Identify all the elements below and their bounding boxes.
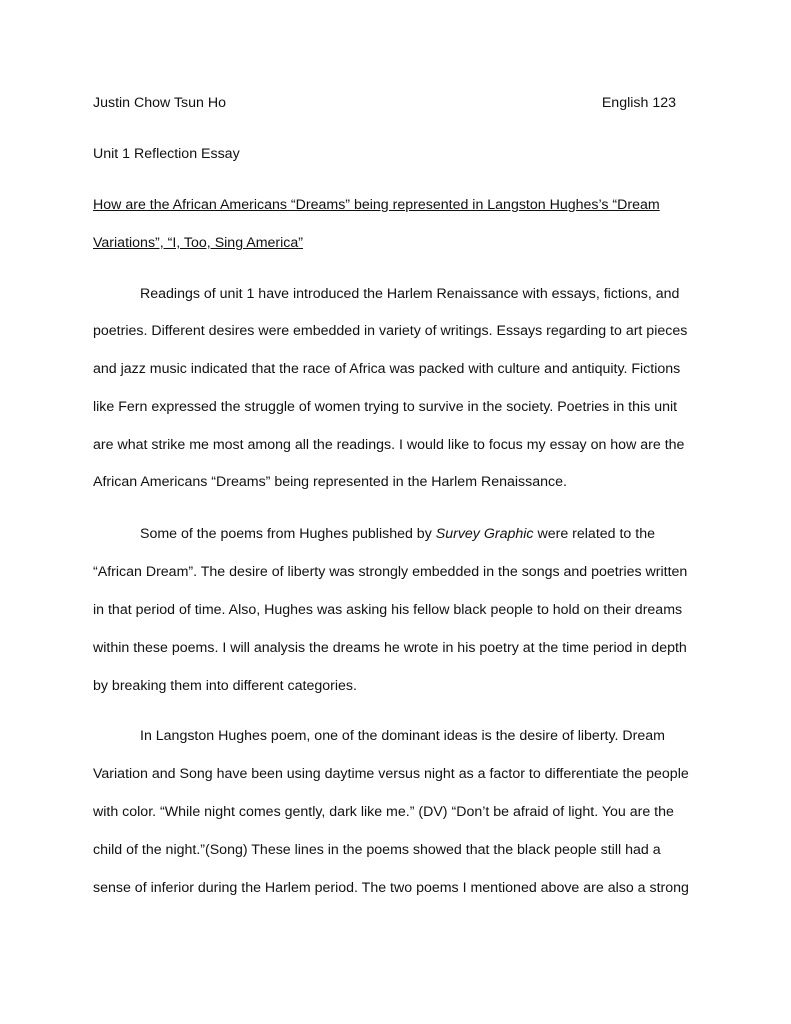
paragraph-line: and jazz music indicated that the race of Africa was packed with culture and antiquity. Fictions (93, 361, 681, 377)
publication-title: Survey Graphic (435, 526, 534, 542)
paragraph-line: with color. “While night comes gently, dark like me.” (DV) “Don’t be afraid of light. You are the (93, 804, 674, 820)
paragraph-line: African Americans “Dreams” being represented in the Harlem Renaissance. (93, 474, 567, 490)
paragraph-line: child of the night.”(Song) These lines in the poems showed that the black people still had a (93, 842, 661, 858)
paragraph-line: poetries. Different desires were embedded in variety of writings. Essays regarding to art pieces (93, 323, 688, 339)
author-name: Justin Chow Tsun Ho (93, 95, 227, 111)
paragraph-line: sense of inferior during the Harlem period. The two poems I mentioned above are also a strong (93, 880, 689, 896)
assignment-title: Unit 1 Reflection Essay (93, 146, 240, 162)
text-span: were related to the (533, 526, 655, 542)
course-name: English 123 (601, 95, 676, 111)
essay-title-line: How are the African Americans “Dreams” being represented in Langston Hughes’s “Dream (93, 197, 660, 213)
paragraph-line (140, 525, 655, 543)
paragraph-line: Variation and Song have been using daytime versus night as a factor to differentiate the people (93, 766, 689, 782)
paragraph-line: within these poems. I will analysis the dreams he wrote in his poetry at the time period in depth (93, 640, 687, 656)
essay-title-line: Variations”, “I, Too, Sing America” (93, 235, 304, 251)
text-span: Some of the poems from Hughes published by (140, 526, 436, 542)
paragraph-line: In Langston Hughes poem, one of the dominant ideas is the desire of liberty. Dream (140, 728, 665, 744)
paragraph-line: by breaking them into different categories. (93, 678, 357, 694)
paragraph-line: “African Dream”. The desire of liberty was strongly embedded in the songs and poetries written (93, 564, 688, 580)
paragraph-line: Readings of unit 1 have introduced the Harlem Renaissance with essays, fictions, and (140, 286, 680, 302)
paragraph-line: are what strike me most among all the readings. I would like to focus my essay on how are the (93, 437, 685, 453)
paragraph-line: in that period of time. Also, Hughes was asking his fellow black people to hold on their dreams (93, 602, 683, 618)
paragraph-line: like Fern expressed the struggle of women trying to survive in the society. Poetries in this unit (93, 399, 678, 415)
